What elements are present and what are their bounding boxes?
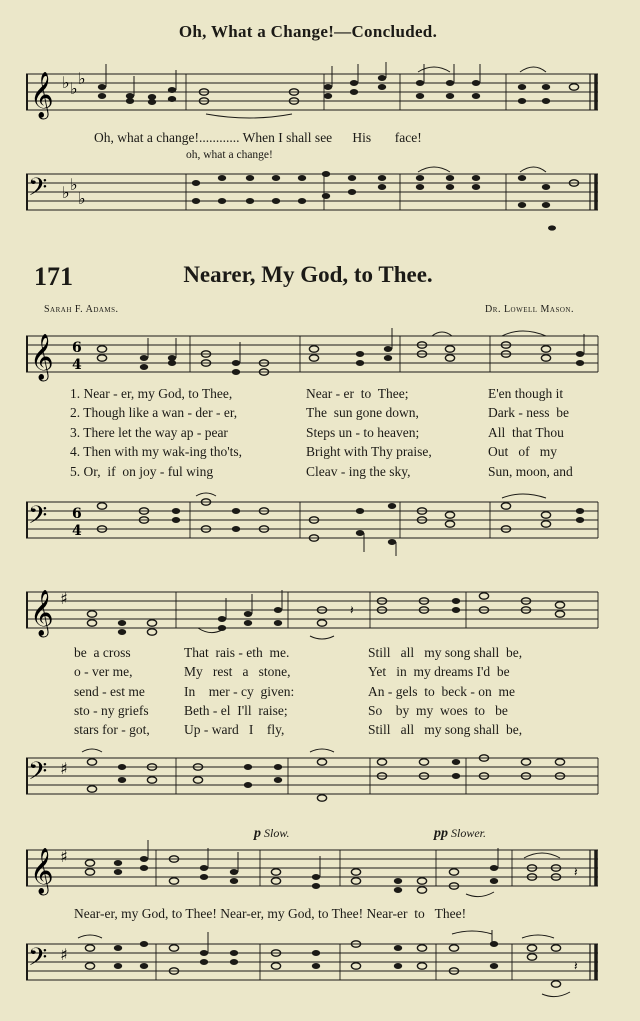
svg-text:𝄞: 𝄞 bbox=[30, 590, 54, 636]
refrain-lyric: Near-er, my God, to Thee! Near-er, my God, to Thee! Near-er to Thee! bbox=[74, 906, 467, 921]
svg-text:𝄽: 𝄽 bbox=[350, 603, 354, 617]
svg-text:♯: ♯ bbox=[60, 759, 68, 778]
svg-text:𝄞: 𝄞 bbox=[30, 334, 54, 380]
verse-4-part-2-col-3: So by my woes to be bbox=[368, 703, 508, 718]
verse-1-part-1-col-3: E'en though it bbox=[488, 386, 564, 401]
svg-text:𝄢: 𝄢 bbox=[28, 943, 48, 978]
verse-4-part-2-col-2: Beth - el I'll raise; bbox=[184, 703, 288, 718]
dynamic-marking-slow: p Slow. bbox=[254, 826, 290, 841]
svg-text:♯: ♯ bbox=[60, 945, 68, 964]
svg-text:𝄞: 𝄞 bbox=[30, 848, 54, 894]
bass-staff-concluded bbox=[26, 160, 602, 232]
verse-5-part-1-col-1: 5. Or, if on joy - ful wing bbox=[70, 464, 214, 479]
svg-text:♭: ♭ bbox=[78, 69, 86, 88]
verse-2-part-2-col-1: o - ver me, bbox=[74, 664, 133, 679]
svg-text:♯: ♯ bbox=[60, 847, 68, 866]
page-title: Oh, What a Change!—Concluded. bbox=[178, 22, 438, 41]
verse-3-part-1-col-3: All that Thou bbox=[488, 425, 564, 440]
verse-4-part-1-col-2: Bright with Thy praise, bbox=[306, 444, 432, 459]
verse-3-part-2-col-2: In mer - cy given: bbox=[184, 684, 295, 699]
svg-text:♭: ♭ bbox=[62, 73, 70, 92]
verse-5-part-2-col-2: Up - ward I fly, bbox=[184, 722, 285, 737]
svg-text:𝄽: 𝄽 bbox=[574, 865, 578, 879]
time-signature-top: 6 bbox=[72, 340, 82, 356]
verse-3-part-2-col-3: An - gels to beck - on me bbox=[368, 684, 515, 699]
svg-text:𝄽: 𝄽 bbox=[574, 959, 578, 973]
svg-text:♭: ♭ bbox=[78, 189, 86, 208]
svg-text:𝄢: 𝄢 bbox=[28, 757, 48, 792]
hymn-title: Nearer, My God, to Thee. bbox=[183, 262, 433, 287]
svg-text:𝄢: 𝄢 bbox=[28, 173, 48, 208]
svg-text:𝄢: 𝄢 bbox=[28, 501, 48, 536]
verse-5-part-2-col-3: Still all my song shall be, bbox=[368, 722, 523, 737]
verse-2-part-2-col-2: My rest a stone, bbox=[184, 664, 291, 679]
verse-1-part-2-col-3: Still all my song shall be, bbox=[368, 645, 523, 660]
verse-5-part-2-col-1: stars for - got, bbox=[74, 722, 150, 737]
hymn-composer: Dr. Lowell Mason. bbox=[485, 304, 574, 315]
bass-staff-system-4 bbox=[26, 930, 602, 1002]
dynamic-marking-slower: pp Slower. bbox=[434, 826, 487, 841]
verse-2-part-1-col-2: The sun gone down, bbox=[306, 405, 419, 420]
verse-3-part-1-col-2: Steps un - to heaven; bbox=[306, 425, 420, 440]
treble-staff-system-4 bbox=[26, 836, 602, 900]
verse-3-part-2-col-1: send - est me bbox=[74, 684, 145, 699]
verse-1-part-2-col-1: be a cross bbox=[74, 645, 131, 660]
svg-text:♭: ♭ bbox=[70, 79, 78, 98]
verse-1-part-1-col-1: 1. Near - er, my God, to Thee, bbox=[70, 386, 233, 401]
verse-5-part-1-col-3: Sun, moon, and bbox=[488, 464, 573, 479]
svg-text:6: 6 bbox=[72, 506, 82, 522]
verse-1-part-2-col-2: That rais - eth me. bbox=[184, 645, 290, 660]
verse-1-part-1-col-2: Near - er to Thee; bbox=[306, 386, 409, 401]
treble-staff-system-3 bbox=[26, 578, 602, 648]
verse-4-part-1-col-1: 4. Then with my wak-ing tho'ts, bbox=[70, 444, 243, 459]
hymn-author: Sarah F. Adams. bbox=[44, 304, 119, 315]
svg-text:♭: ♭ bbox=[70, 175, 78, 194]
treble-staff-concluded bbox=[26, 60, 602, 120]
verse-2-part-1-col-3: Dark - ness be bbox=[488, 405, 569, 420]
time-signature-bottom: 4 bbox=[72, 357, 82, 373]
svg-text:4: 4 bbox=[72, 523, 82, 539]
concluded-lyric-line-2: oh, what a change! bbox=[186, 149, 273, 161]
verse-4-part-2-col-1: sto - ny griefs bbox=[74, 703, 149, 718]
hymn-number: 171 bbox=[34, 262, 73, 291]
bass-staff-system-2 bbox=[26, 488, 602, 558]
treble-staff-system-2 bbox=[26, 322, 602, 382]
verse-2-part-2-col-3: Yet in my dreams I'd be bbox=[368, 664, 510, 679]
concluded-lyric-line-1: Oh, what a change!............ When I shall see His face! bbox=[94, 130, 422, 145]
verse-5-part-1-col-2: Cleav - ing the sky, bbox=[306, 464, 411, 479]
verse-4-part-1-col-3: Out of my bbox=[488, 444, 557, 459]
verse-2-part-1-col-1: 2. Though like a wan - der - er, bbox=[70, 405, 238, 420]
svg-text:♭: ♭ bbox=[62, 183, 70, 202]
verse-3-part-1-col-1: 3. There let the way ap - pear bbox=[70, 425, 228, 440]
svg-text:♯: ♯ bbox=[60, 589, 68, 608]
bass-staff-system-3 bbox=[26, 744, 602, 814]
svg-text:𝄞: 𝄞 bbox=[30, 72, 54, 118]
